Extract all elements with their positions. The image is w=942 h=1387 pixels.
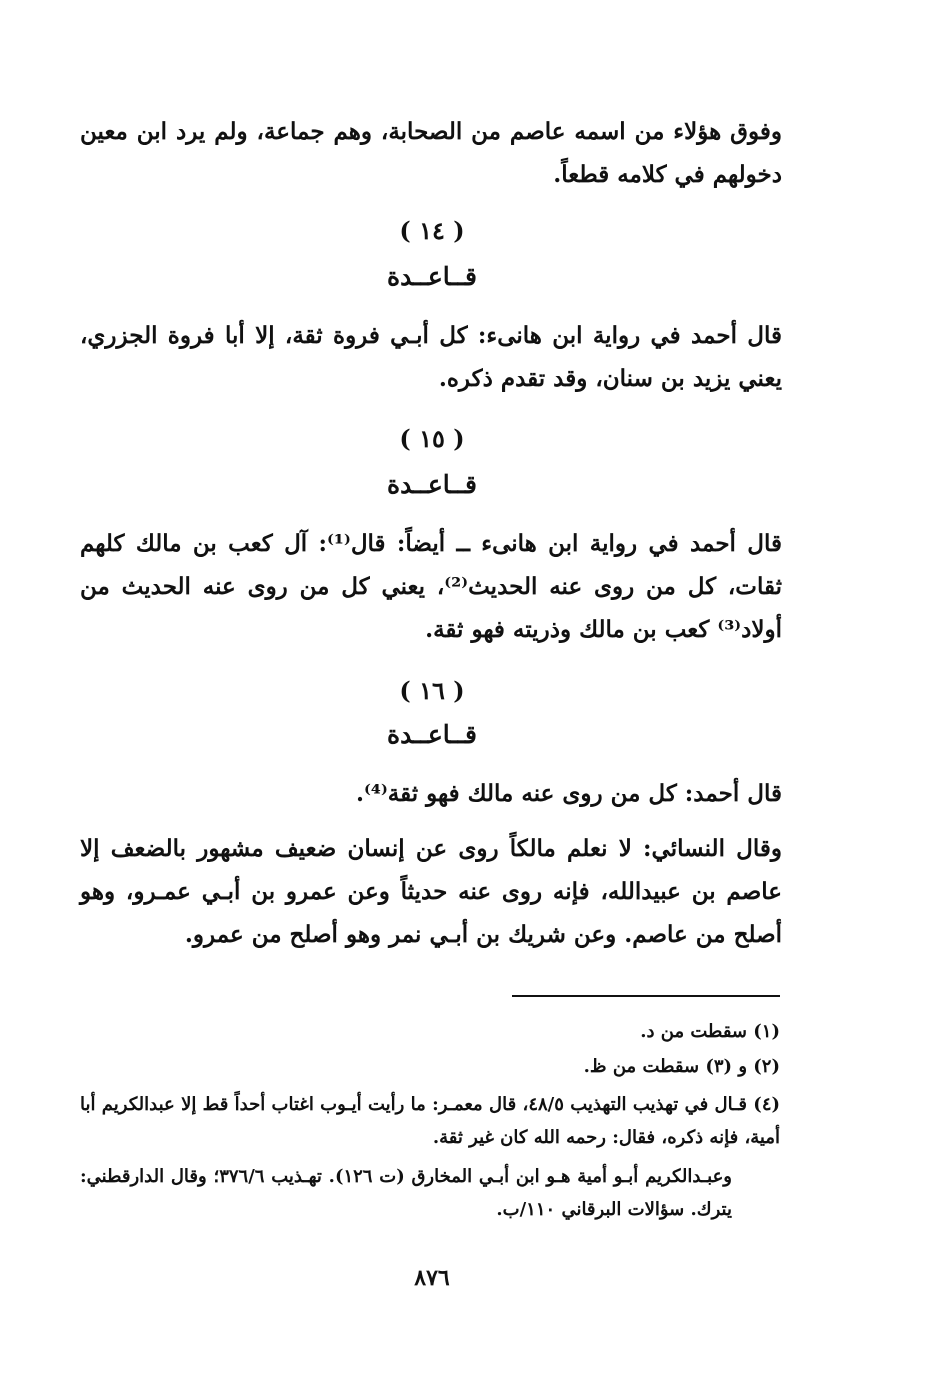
rule-16-paragraph: قال أحمد: كل من روى عنه مالك فهو ثقة⁽⁴⁾.: [356, 780, 782, 807]
rule-15-heading: قــاعــدة: [386, 470, 477, 499]
intro-paragraph: وفوق هؤلاء من اسمه عاصم من الصحابة، وهم جماعة، ولم يرد ابن معين دخولهم في كلامه قطعاً.: [80, 118, 782, 188]
nasai-paragraph: وقال النسائي: لا نعلم مالكاً روى عن إنسان ضعيف مشهور بالضعف إلا عاصم بن عبيدالله، فإنه روى عنه حديثاً وعن عمرو بن أبـي عمـرو، وهو أصلح من عاصم. وعن شريك بن أبـي نمر وهو أصلح من عمرو.: [80, 835, 782, 948]
footnote-4-continuation: وعبـدالكريم أبـو أمية هـو ابن أبـي المخارق (ت ١٢٦). تهـذيب ٣٧٦/٦؛ وقال الدارقطني: يترك. سؤالات البرقاني ١١٠/ب.: [80, 1166, 732, 1220]
footnote-4: (٤) قـال في تهذيب التهذيب ٤٨/٥، قال معمـر: ما رأيت أيـوب اغتاب أحداً قط إلا عبدالكريم أبا أمية، فإنه ذكره، فقال: رحمه الله كان غير ثقة.: [80, 1094, 781, 1148]
rule-15-paragraph: قال أحمد في رواية ابن هانىء ــ أيضاً: قال⁽¹⁾: آل كعب بن مالك كلهم ثقات، كل من روى عنه الحديث⁽²⁾، يعني كل من روى عنه الحديث من أولاد⁽³⁾ كعب بن مالك وذريته فهو ثقة.: [80, 530, 783, 643]
rule-14-number: ( ١٤ ): [399, 216, 465, 245]
rule-15-number: ( ١٥ ): [399, 424, 465, 453]
footnote-2-3: (٢) و (٣) سقطت من ظ.: [583, 1056, 780, 1077]
rule-16-number: ( ١٦ ): [399, 676, 465, 705]
footnote-divider: [512, 995, 780, 997]
rule-14-heading: قــاعــدة: [386, 262, 477, 291]
footnote-1: (١) سقطت من د.: [640, 1021, 780, 1042]
rule-14-paragraph: قال أحمد في رواية ابن هانىء: كل أبـي فروة ثقة، إلا أبا فروة الجزري، يعني يزيد بن سنان، وقد تقدم ذكره.: [80, 322, 782, 392]
page-number: ٨٧٦: [414, 1265, 450, 1291]
rule-16-heading: قــاعــدة: [386, 720, 477, 749]
